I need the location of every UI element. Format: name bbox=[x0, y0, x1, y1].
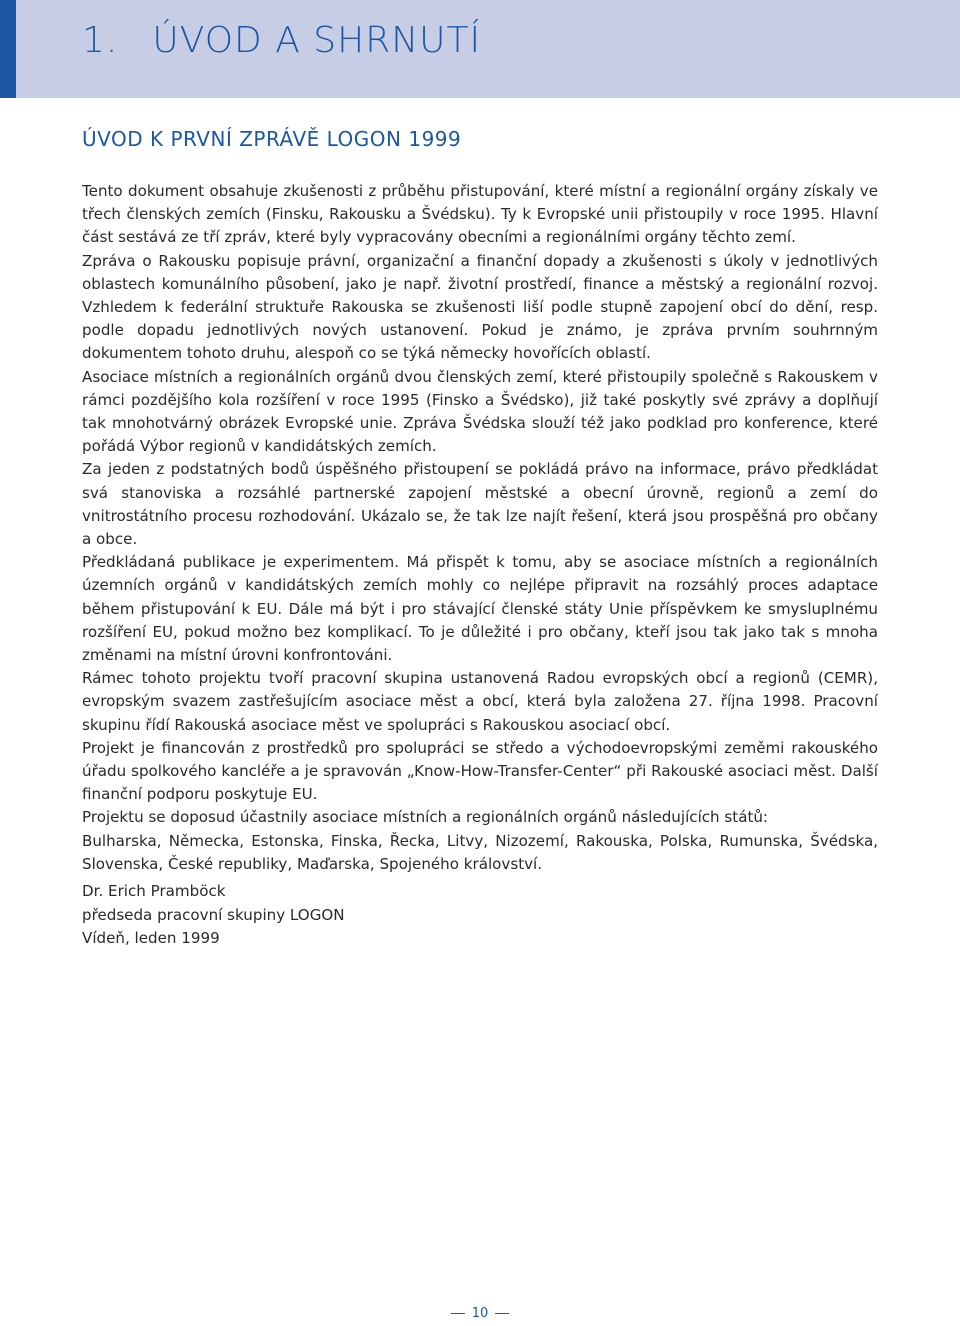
page-footer bbox=[0, 1306, 960, 1321]
paragraph: Za jeden z podstatných bodů úspěšného přistoupení se pokládá právo na informace, právo předkládat svá stanoviska a rozsáhlé partnerské zapojení městské a obecní úrovně, regionů a zemí do vnitrostátního procesu rozhodování. Ukázalo se, že tak lze najít řešení, která jsou prospěšná pro občany a obce. bbox=[82, 460, 878, 549]
paragraph: Tento dokument obsahuje zkušenosti z průběhu přistupování, které místní a regionální orgány získaly ve třech členských zemích (Finsku, Rakousku a Švédsku). Ty k Evropské unii přistoupily v roce 1995. Hlavní část sestává ze tří zpráv, které byly vypracovány obecními a regionálními orgány těchto zemí. bbox=[82, 182, 878, 247]
paragraph: Předkládaná publikace je experimentem. Má přispět k tomu, aby se asociace místních a regionálních územních orgánů v kandidátských zemích mohly co nejlépe připravit na rozsáhlý proces adaptace během přistupování k EU. Dále má být i pro stávající členské státy Unie příspěvkem ke smysluplnému rozšíření EU, pokud možno bez komplikací. To je důležité i pro občany, kteří jsou tak jako tak s mnoha změnami na místní úrovni konfrontováni. bbox=[82, 553, 878, 665]
signature-block bbox=[82, 880, 345, 951]
footer-dash-left bbox=[451, 1313, 465, 1314]
paragraph: Bulharska, Německa, Estonska, Finska, Řecka, Litvy, Nizozemí, Rakouska, Polska, Rumunska, Švédska, Slovenska, České republiky, Maďarska, Spojeného království. bbox=[82, 831, 878, 873]
signature-name: Dr. Erich Pramböck bbox=[82, 882, 226, 900]
body-text bbox=[82, 180, 878, 876]
paragraph: Projekt je financován z prostředků pro spolupráci se středo a východoevropskými zeměmi rakouského úřadu spolkového kancléře a je spravován „Know-How-Transfer-Center“ při Rakouské asociaci měst. Další finanční podporu poskytuje EU. bbox=[82, 738, 878, 804]
header-accent-bar bbox=[0, 0, 16, 98]
paragraph: Asociace místních a regionálních orgánů dvou členských zemí, které přistoupily společně s Rakouskem v rámci pozdějšího kola rozšíření v roce 1995 (Finsko a Švédsko), již také poskytly své zprávy a doplňují tak mnohotvárný obrázek Evropské unie. Zpráva Švédska slouží též jako podklad pro konference, které pořádá Výbor regionů v kandidátských zemích. bbox=[82, 367, 878, 456]
paragraph: Zpráva o Rakousku popisuje právní, organizační a finanční dopady a zkušenosti s úkoly v jednotlivých oblastech komunálního působení, jako je např. životní prostředí, finance a městský a regionální rozvoj. Vzhledem k federální struktuře Rakouska se zkušenosti liší podle stupně zapojení obcí do dění, resp. podle dopadu jednotlivých nových ustanovení. Pokud je známo, je zpráva prvním souhrnným dokumentem tohoto druhu, alespoň co se týká německy hovořících oblastí. bbox=[82, 251, 878, 363]
paragraph: Rámec tohoto projektu tvoří pracovní skupina ustanovená Radou evropských obcí a regionů (CEMR), evropským svazem zastřešujícím asociace měst a obcí, která byla založena 27. října 1998. Pracovní skupinu řídí Rakouská asociace měst ve spolupráci s Rakouskou asociací obcí. bbox=[82, 669, 878, 734]
chapter-title bbox=[82, 20, 481, 61]
chapter-title-text: ÚVOD A SHRNUTÍ bbox=[152, 20, 482, 61]
paragraph: Projektu se doposud účastnily asociace místních a regionálních orgánů následujících států: bbox=[82, 808, 769, 827]
page-number: 10 bbox=[471, 1306, 489, 1321]
signature-place-date: Vídeň, leden 1999 bbox=[82, 929, 220, 948]
chapter-number: 1. bbox=[82, 20, 119, 61]
section-title: ÚVOD K PRVNÍ ZPRÁVĚ LOGON 1999 bbox=[82, 127, 462, 151]
signature-role: předseda pracovní skupiny LOGON bbox=[82, 905, 345, 924]
footer-dash-right bbox=[495, 1313, 509, 1314]
